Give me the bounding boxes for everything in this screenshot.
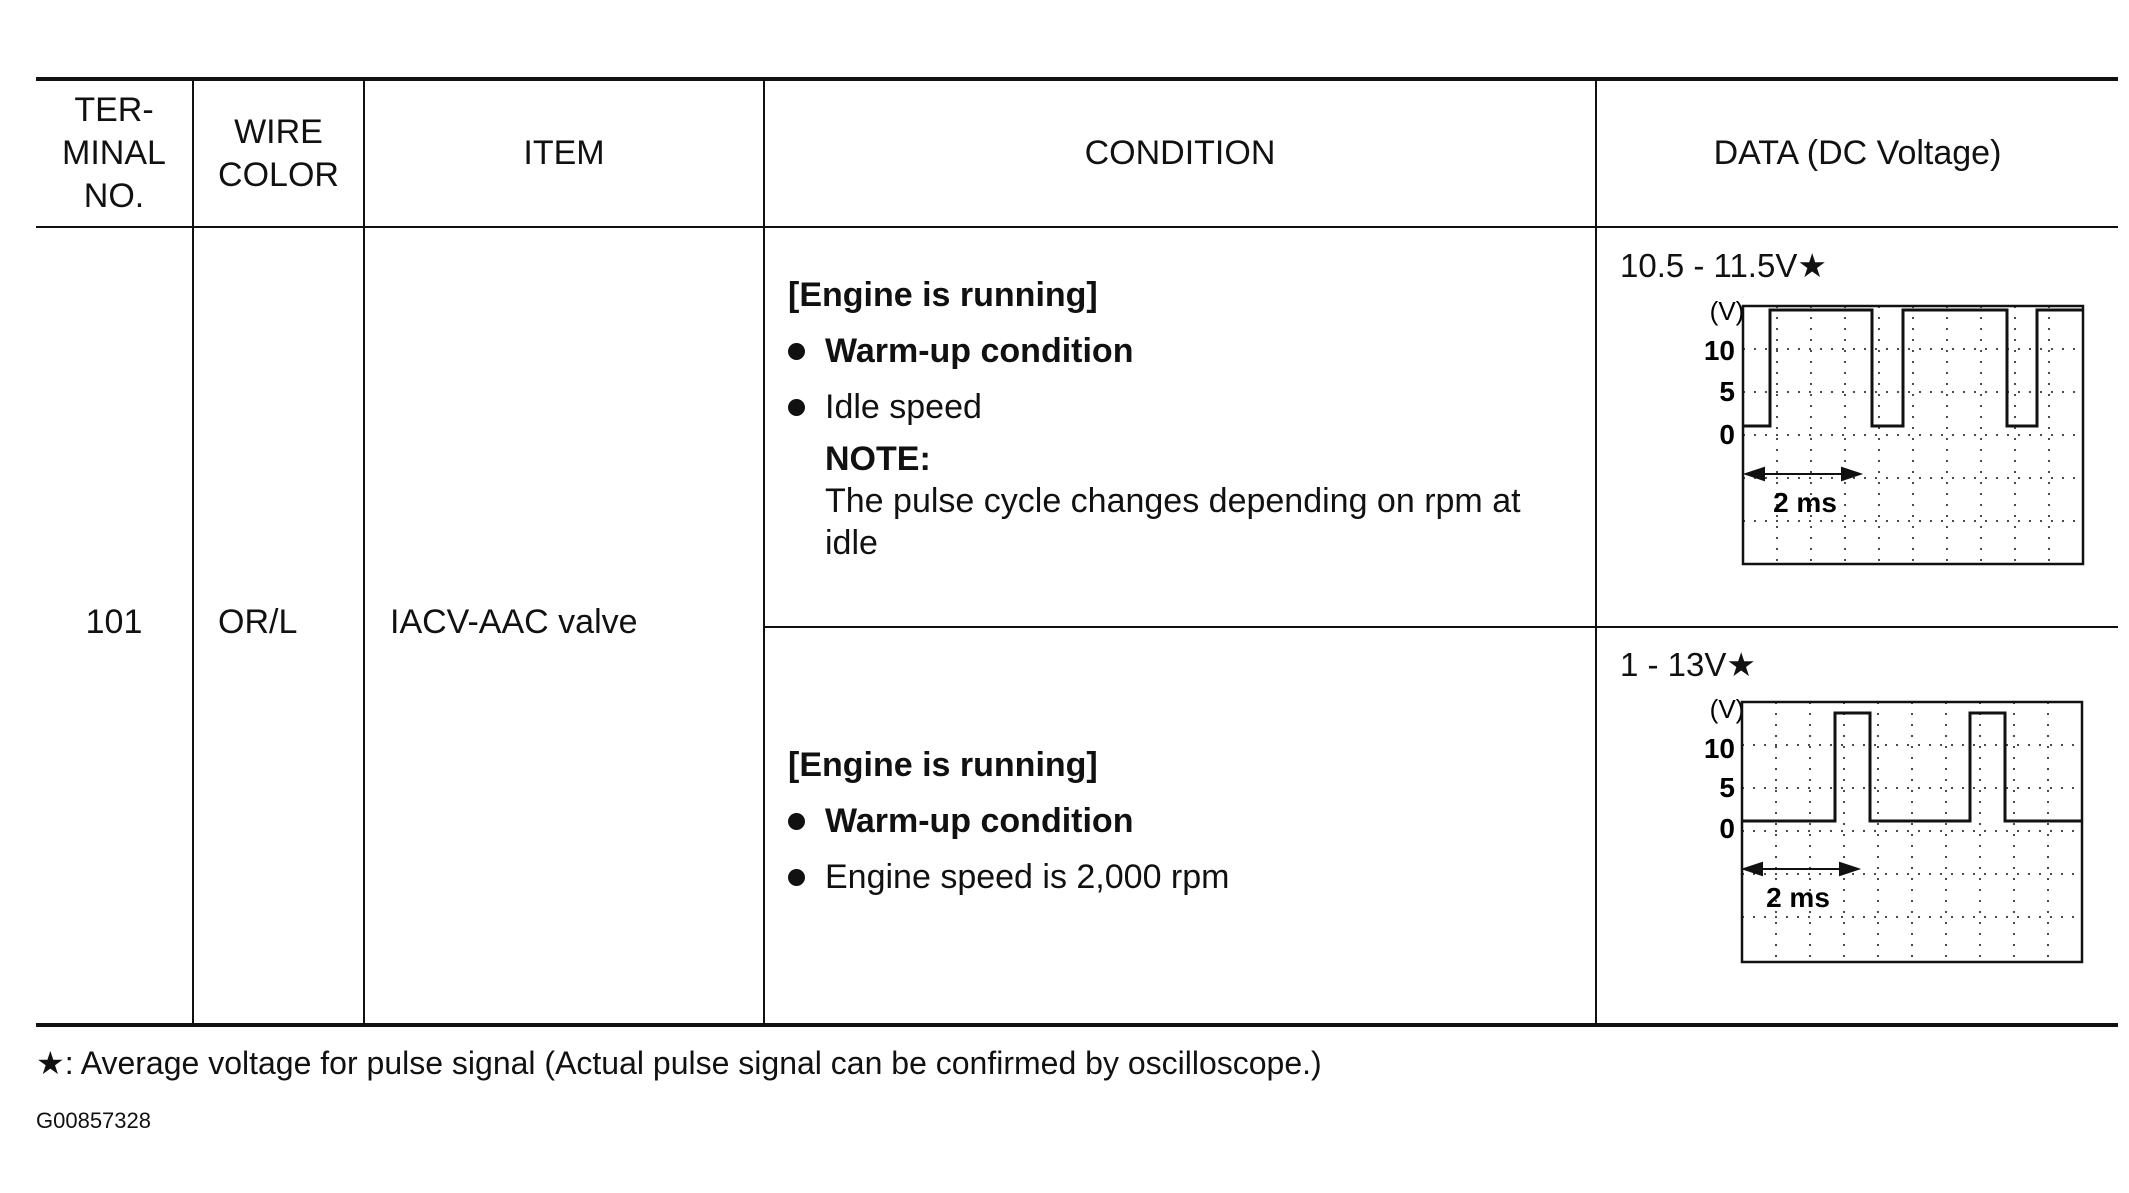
star-icon: ★ (1797, 247, 1827, 284)
scope-1-unit: (V) (1709, 296, 1745, 326)
condition-2-title: [Engine is running] (788, 746, 1098, 784)
footer-note (36, 1044, 1322, 1082)
data-value-1-text: 10.5 - 11.5V (1620, 247, 1798, 284)
header-data-text: DATA (DC Voltage) (1713, 134, 2002, 172)
scope-2-tick-0: 0 (1719, 813, 1735, 844)
header-item (365, 81, 763, 226)
condition-1-note (825, 438, 1545, 564)
header-condition-text: CONDITION (1084, 134, 1276, 172)
scope-1-tick-10: 10 (1703, 335, 1735, 366)
data-value-1 (1620, 246, 1827, 285)
condition-2-bullet-2-text: Engine speed is 2,000 rpm (825, 858, 1230, 896)
scope-1-tick-5: 5 (1719, 376, 1735, 407)
header-data (1597, 81, 2118, 226)
header-item-text: ITEM (523, 134, 605, 172)
wire-color-cell: OR/L (218, 603, 298, 641)
condition-1-bullet-2 (788, 386, 1545, 428)
scope-2-waveform (1742, 713, 2082, 821)
header-terminal-no (36, 81, 192, 226)
star-icon: ★ (1726, 646, 1756, 683)
scope-1-period-arrow (1746, 468, 1860, 480)
header-wire-text: WIRE COLOR (218, 112, 339, 194)
header-terminal-text: TER- MINAL NO. (62, 91, 166, 215)
star-icon: ★ (36, 1045, 65, 1081)
note-text: The pulse cycle changes depending on rpm at idle (825, 482, 1521, 562)
oscilloscope-trace-2 (1680, 694, 2100, 969)
note-title: NOTE: (825, 440, 931, 478)
item-cell: IACV-AAC valve (390, 603, 638, 641)
document-code: G00857328 (36, 1108, 151, 1133)
scope-2-tick-10: 10 (1703, 733, 1735, 764)
header-condition (765, 81, 1595, 226)
condition-1-bullet-2-text: Idle speed (825, 388, 982, 426)
bullet-dot-icon (788, 813, 805, 830)
data-value-2-text: 1 - 13V (1620, 646, 1727, 683)
scope-1-grid (1743, 306, 2083, 564)
header-bottom-border (36, 226, 2118, 228)
scope-2-period-arrow (1744, 863, 1858, 875)
bullet-dot-icon (788, 399, 805, 416)
scope-1-time-label: 2 ms (1773, 487, 1837, 518)
condition-2-bullet-1-text: Warm-up condition (825, 802, 1134, 840)
scope-2-tick-5: 5 (1719, 772, 1735, 803)
condition-1-bullet-1 (788, 330, 1545, 372)
scope-2-grid (1742, 702, 2082, 962)
condition-1-title: [Engine is running] (788, 276, 1098, 314)
scope-1-waveform (1743, 310, 2083, 426)
condition-2-bullet-1 (788, 800, 1229, 842)
header-wire-color (194, 81, 363, 226)
bullet-dot-icon (788, 869, 805, 886)
scope-1-tick-0: 0 (1719, 419, 1735, 450)
condition-2-bullet-2 (788, 856, 1229, 898)
row-split-border (764, 626, 2118, 628)
terminal-no-cell: 101 (85, 603, 143, 641)
scope-1-frame (1743, 306, 2083, 564)
bullet-dot-icon (788, 343, 805, 360)
footer-note-text: : Average voltage for pulse signal (Actual pulse signal can be confirmed by oscilloscope.) (64, 1045, 1322, 1081)
scope-2-unit: (V) (1709, 694, 1745, 724)
condition-1 (788, 274, 1545, 564)
oscilloscope-trace-1 (1680, 296, 2100, 571)
scope-2-time-label: 2 ms (1766, 882, 1830, 913)
condition-2 (788, 744, 1229, 898)
table-bottom-border (36, 1023, 2118, 1027)
data-value-2 (1620, 645, 1756, 684)
condition-1-bullet-1-text: Warm-up condition (825, 332, 1134, 370)
